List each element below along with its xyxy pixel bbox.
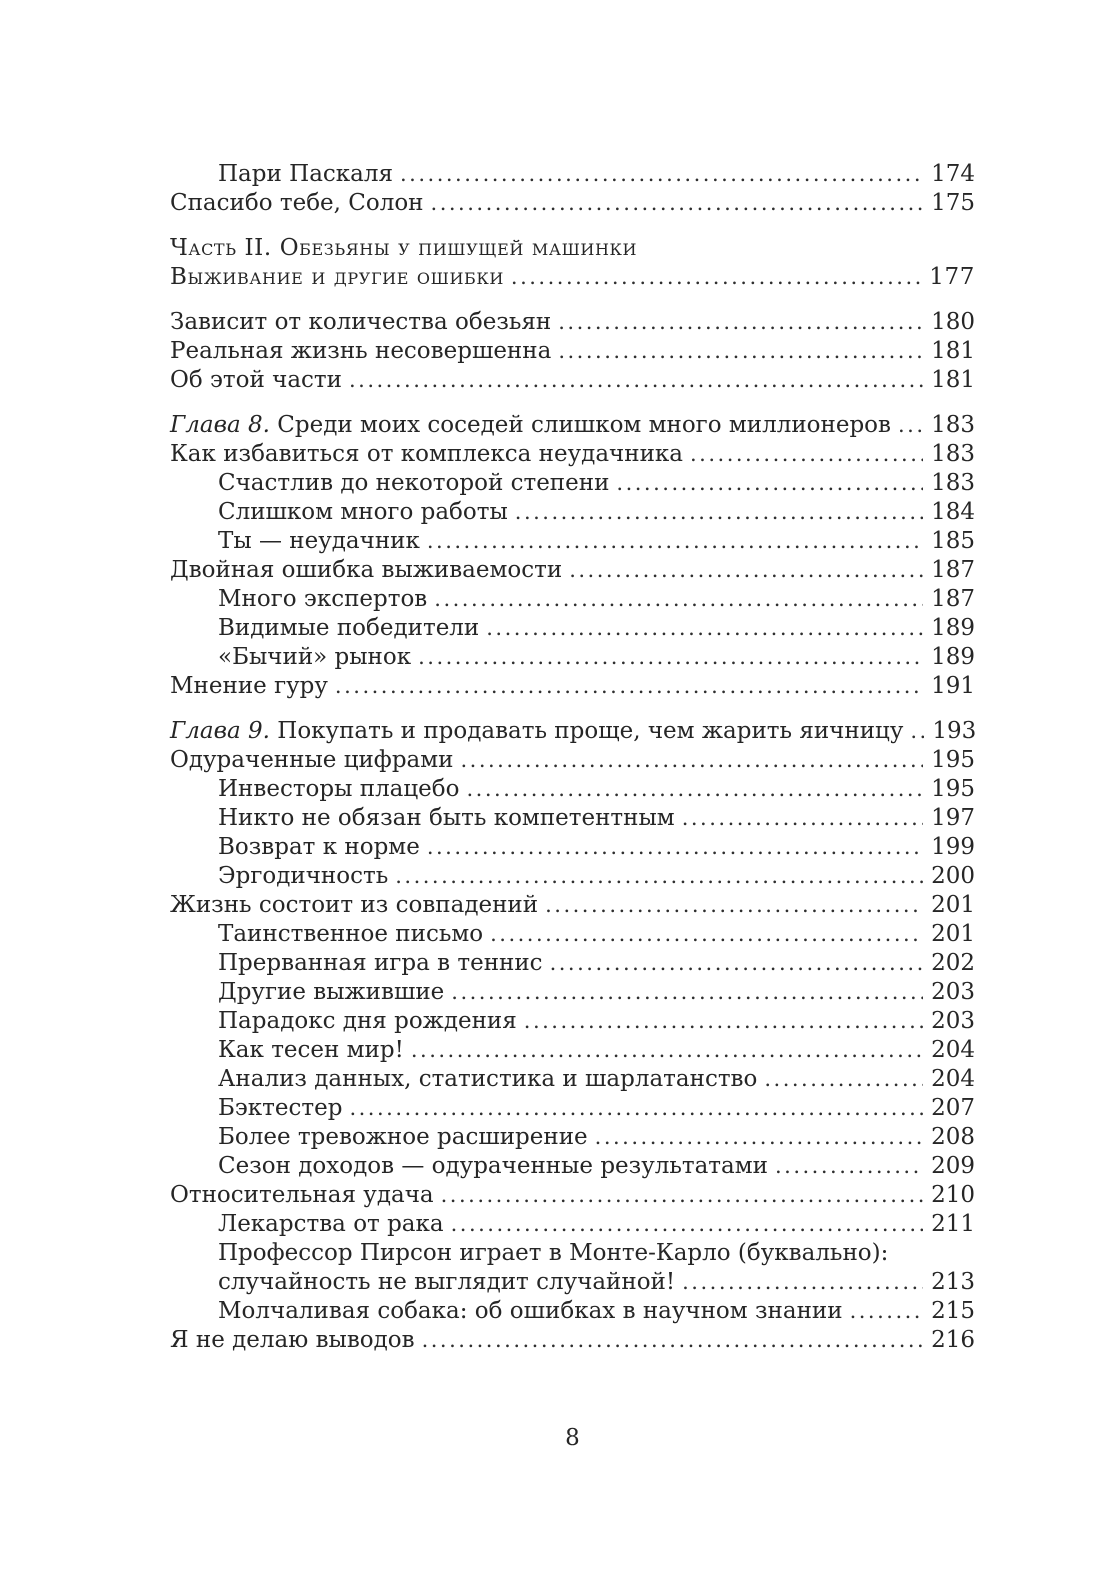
toc-entry-title: Жизнь состоит из совпадений <box>170 892 539 918</box>
dot-leader <box>451 978 923 1007</box>
toc-entry-title: Об этой части <box>170 367 342 393</box>
toc-entry-pagenum: 189 <box>931 644 975 670</box>
toc-entry-pagenum: 204 <box>931 1066 975 1092</box>
toc-entry <box>170 833 975 862</box>
toc-entry-title: «Бычий» рынок <box>218 644 412 670</box>
chapter-title-text: Среди моих соседей слишком много миллионеров <box>277 412 891 438</box>
toc-entry-pagenum: 191 <box>931 673 975 699</box>
toc-entry <box>170 337 975 366</box>
toc-entry-pagenum: 199 <box>931 834 975 860</box>
toc-entry <box>170 1152 975 1181</box>
toc-entry <box>170 614 975 643</box>
toc-entry-pagenum: 213 <box>931 1269 975 1295</box>
toc-entry-title: Зависит от количества обезьян <box>170 309 552 335</box>
dot-leader <box>898 411 923 440</box>
toc-entry-pagenum: 204 <box>931 1037 975 1063</box>
toc-entry <box>170 978 975 1007</box>
dot-leader <box>595 1123 923 1152</box>
toc-entry <box>170 585 975 614</box>
toc-entry <box>170 1297 975 1326</box>
dot-leader <box>467 775 924 804</box>
dot-leader <box>558 308 923 337</box>
toc-entry <box>170 1036 975 1065</box>
toc-entry-title: Слишком много работы <box>218 499 508 525</box>
toc-entry <box>170 469 975 498</box>
toc-entry-pagenum: 203 <box>931 979 975 1005</box>
toc-entry-title: Двойная ошибка выживаемости <box>170 557 563 583</box>
toc-entry <box>170 804 975 833</box>
toc-entry-title: Парадокс дня рождения <box>218 1008 517 1034</box>
toc-list <box>170 160 975 1355</box>
toc-entry-title: Я не делаю выводов <box>170 1327 415 1353</box>
dot-leader <box>335 672 923 701</box>
toc-entry-pagenum: 203 <box>931 1008 975 1034</box>
dot-leader <box>511 263 921 292</box>
toc-entry <box>170 440 975 469</box>
dot-leader <box>434 585 923 614</box>
toc-entry-title: Счастлив до некоторой степени <box>218 470 610 496</box>
dot-leader <box>441 1181 923 1210</box>
toc-entry-title: Более тревожное расширение <box>218 1124 588 1150</box>
toc-entry-pagenum: 187 <box>931 586 975 612</box>
toc-entry <box>170 1326 975 1355</box>
toc-entry-pagenum: 208 <box>931 1124 975 1150</box>
toc-entry-title: Анализ данных, статистика и шарлатанство <box>218 1066 758 1092</box>
toc-entry-pagenum: 195 <box>931 776 975 802</box>
toc-entry-title: Относительная удача <box>170 1182 434 1208</box>
dot-leader <box>545 891 923 920</box>
dot-leader <box>558 337 923 366</box>
toc-entry-title: Как избавиться от комплекса неудачника <box>170 441 683 467</box>
toc-entry-pagenum: 211 <box>931 1211 975 1237</box>
toc-entry-pagenum: 195 <box>931 747 975 773</box>
toc-entry <box>170 527 975 556</box>
toc-entry-chapter <box>170 411 975 440</box>
toc-entry-title: Как тесен мир! <box>218 1037 404 1063</box>
dot-leader <box>775 1152 923 1181</box>
toc-group-gap <box>170 292 975 308</box>
toc-entry-pagenum: 180 <box>931 309 975 335</box>
toc-entry-title: Эргодичность <box>218 863 389 889</box>
dot-leader <box>486 614 923 643</box>
toc-entry-pagenum: 181 <box>931 367 975 393</box>
dot-leader <box>616 469 923 498</box>
dot-leader <box>569 556 923 585</box>
toc-entry-pagenum: 183 <box>931 441 975 467</box>
dot-leader <box>910 717 924 746</box>
dot-leader <box>524 1007 923 1036</box>
toc-entry <box>170 160 975 189</box>
toc-entry-title: Возврат к норме <box>218 834 420 860</box>
toc-entry <box>170 1268 975 1297</box>
toc-entry-continued <box>170 1239 975 1268</box>
dot-leader <box>418 643 923 672</box>
dot-leader <box>349 1094 923 1123</box>
toc-group-gap <box>170 218 975 234</box>
toc-entry-pagenum: 174 <box>931 161 975 187</box>
toc-entry-title: Сезон доходов — одураченные результатами <box>218 1153 768 1179</box>
toc-entry-pagenum: 197 <box>931 805 975 831</box>
toc-entry-pagenum: 215 <box>931 1298 975 1324</box>
toc-entry-title <box>170 411 891 440</box>
toc-entry-pagenum: 209 <box>931 1153 975 1179</box>
toc-entry-title: случайность не выглядит случайной! <box>218 1269 676 1295</box>
toc-entry <box>170 556 975 585</box>
toc-group-gap <box>170 701 975 717</box>
toc-entry <box>170 1210 975 1239</box>
dot-leader <box>400 160 923 189</box>
toc-entry-title: Бэктестер <box>218 1095 343 1121</box>
toc-group-gap <box>170 395 975 411</box>
toc-entry <box>170 1065 975 1094</box>
toc-entry-pagenum: 216 <box>931 1327 975 1353</box>
dot-leader <box>460 746 923 775</box>
toc-entry-title: Мнение гуру <box>170 673 328 699</box>
toc-entry <box>170 498 975 527</box>
toc-entry-title: Инвесторы плацебо <box>218 776 460 802</box>
dot-leader <box>451 1210 923 1239</box>
chapter-title-text: Покупать и продавать проще, чем жарить яичницу <box>277 718 904 744</box>
toc-entry-title: Одураченные цифрами <box>170 747 454 773</box>
toc-entry <box>170 862 975 891</box>
page-number: 8 <box>565 1425 580 1451</box>
toc-entry <box>170 891 975 920</box>
toc-entry-pagenum: 177 <box>929 264 975 290</box>
chapter-number-label: Глава 8. <box>170 412 270 438</box>
dot-leader <box>550 949 924 978</box>
toc-entry-pagenum: 200 <box>931 863 975 889</box>
dot-leader <box>431 189 924 218</box>
toc-entry-title <box>170 717 903 746</box>
toc-entry-title: Таинственное письмо <box>218 921 484 947</box>
dot-leader <box>411 1036 923 1065</box>
toc-entry-title: Прерванная игра в теннис <box>218 950 543 976</box>
toc-entry-pagenum: 185 <box>931 528 975 554</box>
toc-entry <box>170 366 975 395</box>
dot-leader <box>515 498 923 527</box>
toc-entry-part <box>170 234 975 263</box>
toc-entry-title: Выживание и другие ошибки <box>170 264 504 290</box>
dot-leader <box>427 527 923 556</box>
toc-entry-pagenum: 187 <box>931 557 975 583</box>
toc-entry <box>170 189 975 218</box>
toc-entry <box>170 672 975 701</box>
toc-entry-pagenum: 210 <box>931 1182 975 1208</box>
chapter-number-label: Глава 9. <box>170 718 270 744</box>
toc-entry-pagenum: 181 <box>931 338 975 364</box>
toc-entry-pagenum: 183 <box>931 412 975 438</box>
toc-entry-pagenum: 183 <box>931 470 975 496</box>
toc-entry-pagenum: 175 <box>931 190 975 216</box>
toc-entry-pagenum: 202 <box>931 950 975 976</box>
toc-entry <box>170 1181 975 1210</box>
toc-entry-title: Спасибо тебе, Солон <box>170 190 424 216</box>
toc-entry-title: Видимые победители <box>218 615 480 641</box>
toc-entry <box>170 949 975 978</box>
toc-entry <box>170 643 975 672</box>
dot-leader <box>349 366 923 395</box>
toc-entry-title: Реальная жизнь несовершенна <box>170 338 552 364</box>
toc-entry-part <box>170 263 975 292</box>
dot-leader <box>682 804 923 833</box>
dot-leader <box>427 833 923 862</box>
toc-entry-pagenum: 201 <box>931 921 975 947</box>
toc-entry-pagenum: 184 <box>931 499 975 525</box>
dot-leader <box>490 920 923 949</box>
toc-entry-title: Профессор Пирсон играет в Монте-Карло (буквально): <box>218 1240 889 1266</box>
toc-entry <box>170 920 975 949</box>
toc-entry <box>170 1094 975 1123</box>
toc-entry <box>170 746 975 775</box>
toc-entry-title: Пари Паскаля <box>218 161 393 187</box>
toc-entry-pagenum: 207 <box>931 1095 975 1121</box>
dot-leader <box>764 1065 923 1094</box>
toc-entry-title: Другие выжившие <box>218 979 445 1005</box>
toc-entry-title: Молчаливая собака: об ошибках в научном знании <box>218 1298 843 1324</box>
toc-entry <box>170 308 975 337</box>
dot-leader <box>422 1326 924 1355</box>
toc-entry-title: Много экспертов <box>218 586 428 612</box>
dot-leader <box>682 1268 923 1297</box>
toc-entry-title: Никто не обязан быть компетентным <box>218 805 675 831</box>
toc-entry-chapter <box>170 717 975 746</box>
dot-leader <box>690 440 923 469</box>
toc-entry <box>170 1123 975 1152</box>
toc-entry-title: Часть II. Обезьяны у пишущей машинки <box>170 235 638 261</box>
toc-entry <box>170 775 975 804</box>
toc-entry-title: Лекарства от рака <box>218 1211 444 1237</box>
dot-leader <box>850 1297 924 1326</box>
toc-entry-pagenum: 193 <box>932 718 977 744</box>
toc-entry-pagenum: 189 <box>931 615 975 641</box>
dot-leader <box>395 862 923 891</box>
toc-entry-title: Ты — неудачник <box>218 528 420 554</box>
toc-entry-pagenum: 201 <box>931 892 975 918</box>
toc-entry <box>170 1007 975 1036</box>
